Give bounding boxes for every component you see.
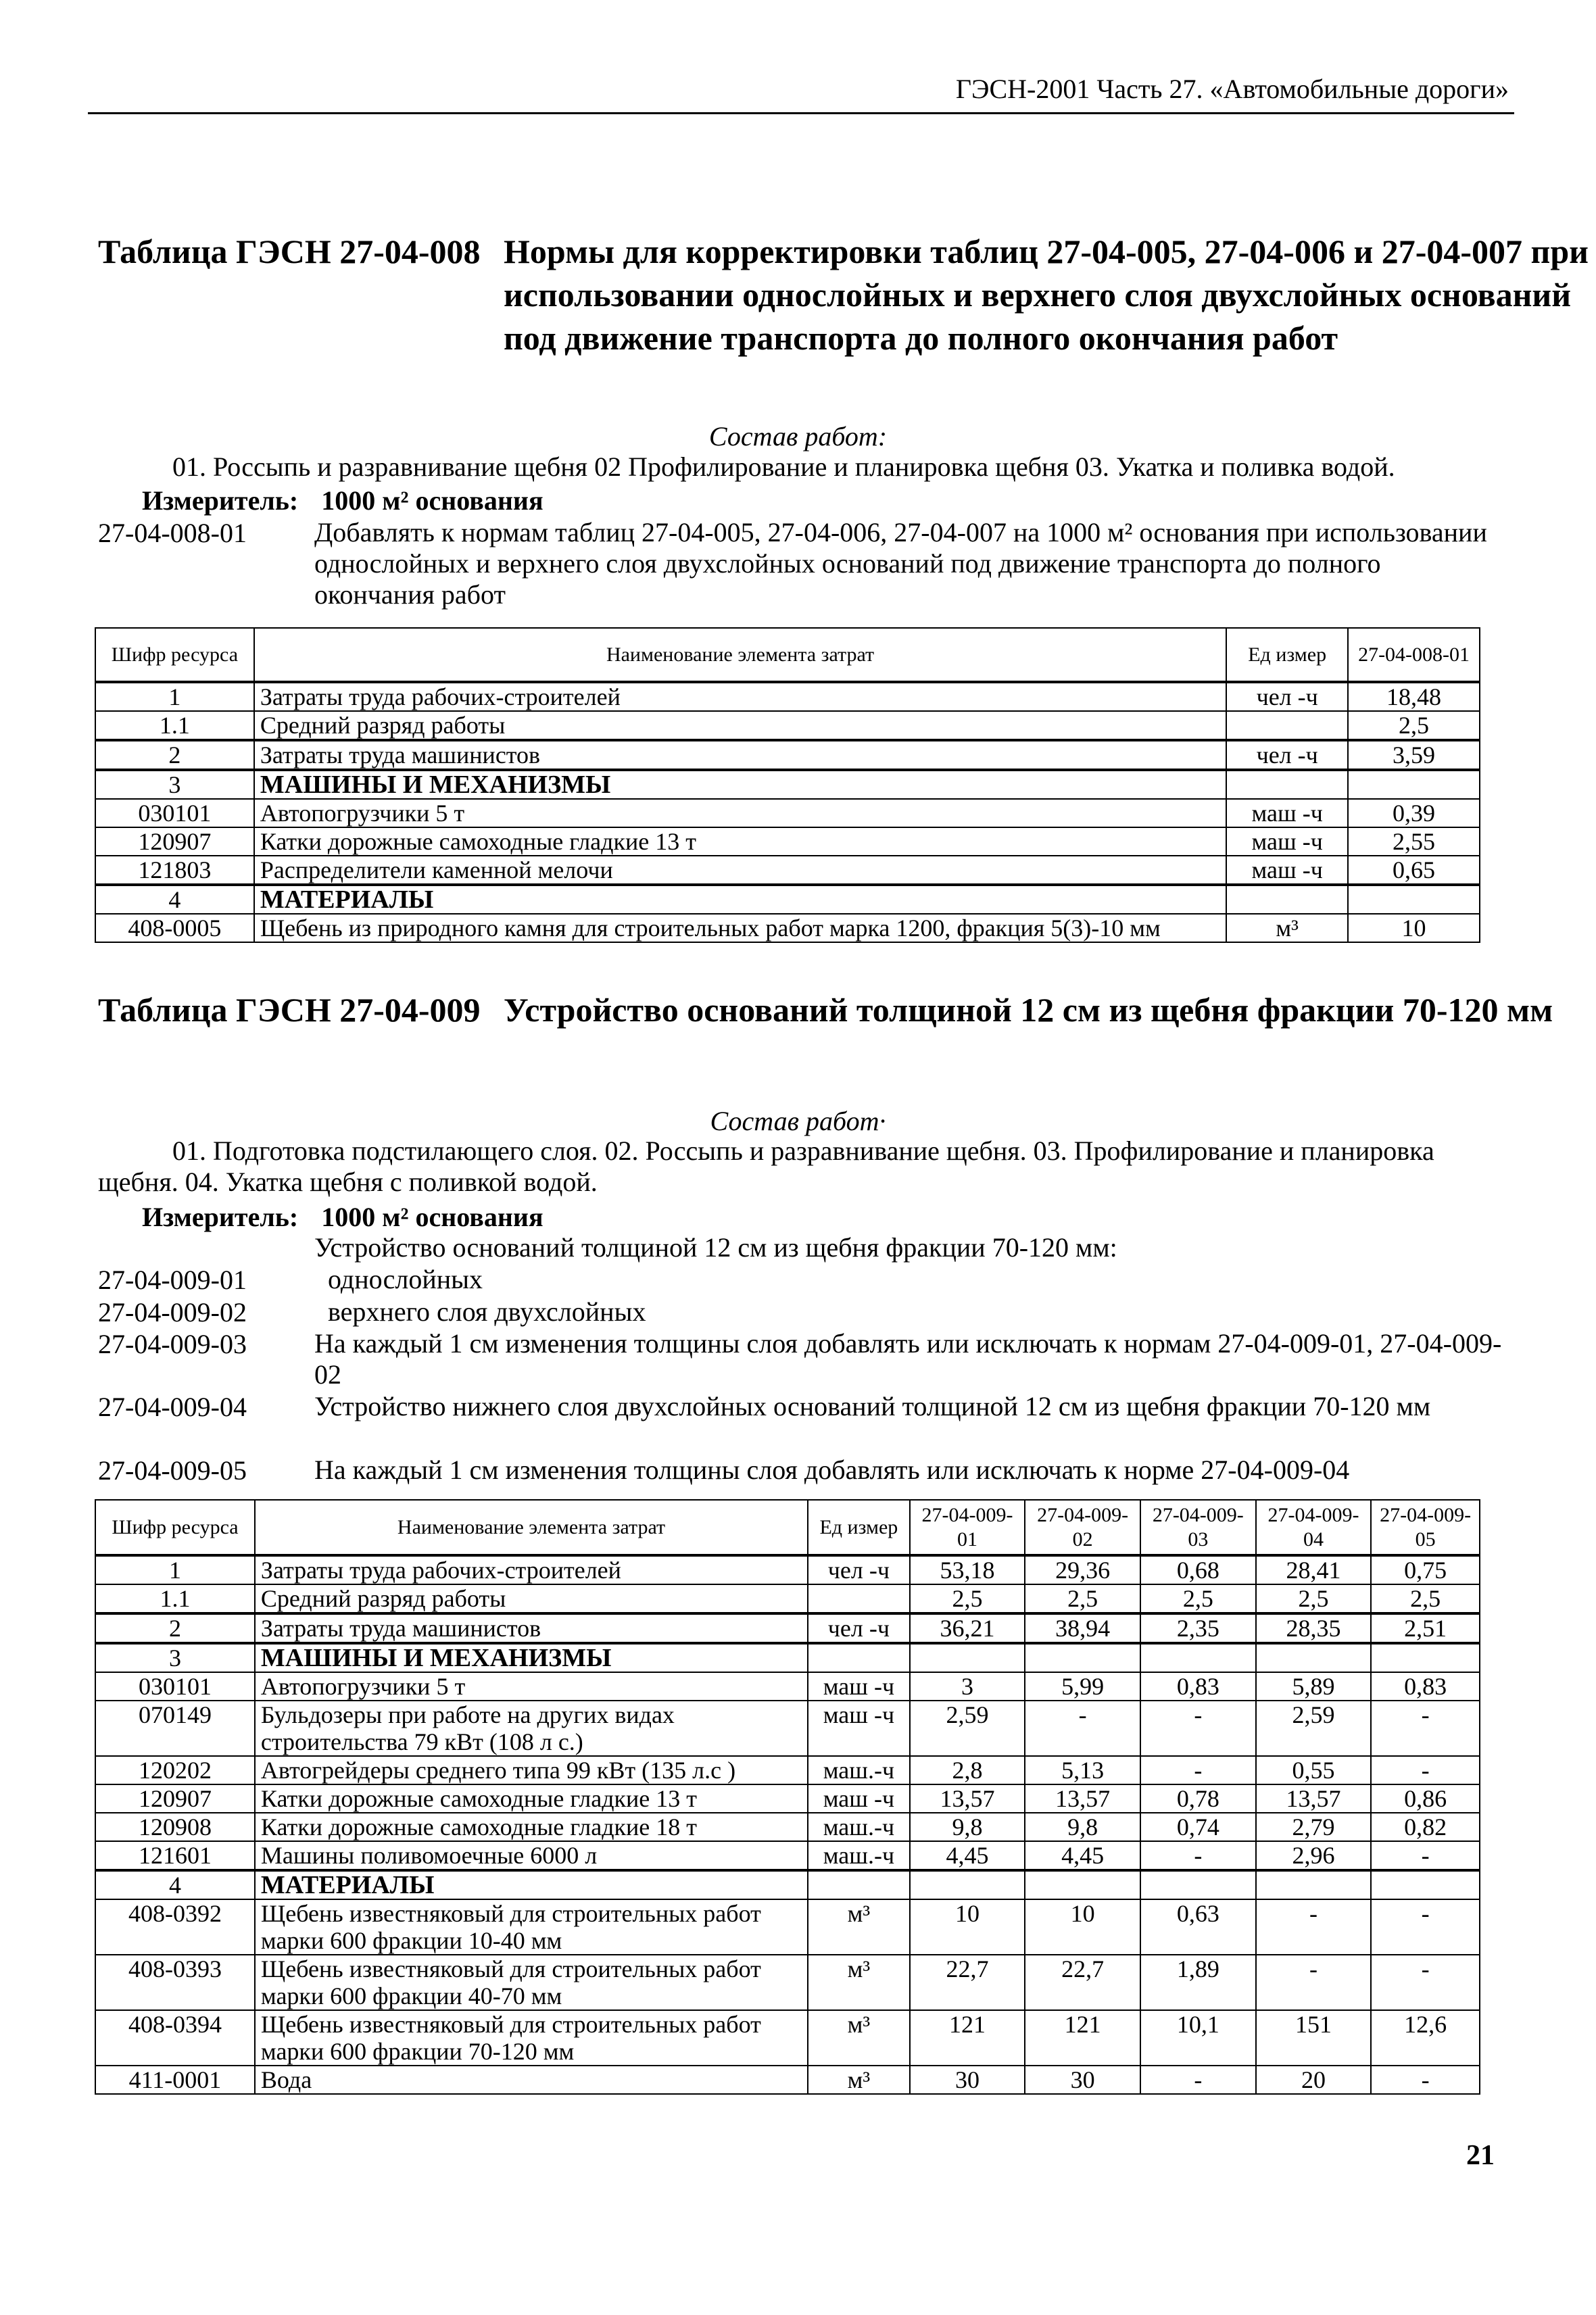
table2-cell: м³ [808,2010,910,2066]
table1-cell: чел -ч [1226,740,1348,770]
table2-cell: 121 [1025,2010,1140,2066]
table1-row [95,740,1480,770]
table1-cell: 121803 [95,856,254,885]
table2-item-text: На каждый 1 см изменения толщины слоя добавлять или исключать к норме 27-04-009-04 [314,1455,1350,1485]
table1-cell: 2,5 [1348,711,1480,740]
table2-cell: 4 [95,1870,255,1899]
table2-cell: 9,8 [1025,1813,1140,1841]
table2-title-label: Таблица ГЭСН 27-04-009 [98,991,481,1029]
table2-cell: 120907 [95,1784,255,1813]
table1-row [95,770,1480,799]
table2-cell: 3 [95,1643,255,1672]
table2-izmeritel [142,1202,543,1233]
table2-item-code: 27-04-009-01 [98,1265,247,1295]
table1-row [95,711,1480,740]
table2-cell: 22,7 [1025,1955,1140,2010]
table2-izmeritel-label: Измеритель: [142,1202,299,1232]
table2-izmeritel-value: 1000 м² основания [321,1202,543,1232]
table2-item-code: 27-04-009-04 [98,1392,247,1422]
table1-cell [1226,770,1348,799]
table2-cell: 070149 [95,1701,255,1756]
table2-cell: маш.-ч [808,1813,910,1841]
table2-cell: - [1256,1955,1372,2010]
table2-row [95,2010,1480,2066]
table2-cell: 030101 [95,1672,255,1701]
table2-cell: - [1371,2066,1480,2094]
table2-cell: 151 [1256,2010,1372,2066]
table2 [95,1499,1480,2095]
table2-row [95,1584,1480,1613]
running-header [88,68,1514,114]
table2-cell: Машины поливомоечные 6000 л [255,1841,808,1870]
table1-cell: Катки дорожные самоходные гладкие 13 т [254,827,1226,856]
table2-cell: 0,83 [1371,1672,1480,1701]
table1-cell: 10 [1348,914,1480,942]
table2-cell: 13,57 [1025,1784,1140,1813]
table2-cell: 2 [95,1613,255,1643]
table2-cell: - [1371,1841,1480,1870]
table1-cell: Автопогрузчики 5 т [254,799,1226,827]
table2-cell [1371,1870,1480,1899]
table1-cell: 18,48 [1348,682,1480,711]
table2-cell: 2,35 [1140,1613,1256,1643]
table1-title-label: Таблица ГЭСН 27-04-008 [98,233,481,270]
table2-cell: Бульдозеры при работе на других видах строительства 79 кВт (108 л с.) [255,1701,808,1756]
table2-item-code: 27-04-009-05 [98,1455,247,1486]
table2-cell [808,1584,910,1613]
table2-cell: 120202 [95,1756,255,1784]
table1-title-text: Нормы для корректировки таблиц 27-04-005, 27-04-006 и 27-04-007 при использовании однослойных и верхнего слоя двухслойных оснований под движение транспорта до полного окончания работ [504,233,1589,357]
table2-cell: Вода [255,2066,808,2094]
table1-cell: 0,65 [1348,856,1480,885]
table2-cell: 22,7 [910,1955,1025,2010]
table1-cell: Затраты труда машинистов [254,740,1226,770]
table2-cell: Автогрейдеры среднего типа 99 кВт (135 л.с ) [255,1756,808,1784]
table1-cell: 408-0005 [95,914,254,942]
table1-row [95,885,1480,914]
table1-item-code: 27-04-008-01 [98,518,247,548]
table2-header-cell: 27-04-009-03 [1140,1500,1256,1555]
table2-cell: - [1371,1955,1480,2010]
table2-cell: 1 [95,1555,255,1584]
table2-item-text: верхнего слоя двухслойных [328,1296,646,1327]
table2-row [95,1784,1480,1813]
table1-cell: м³ [1226,914,1348,942]
table2-item-text: однослойных [328,1264,483,1294]
table1-cell: 120907 [95,827,254,856]
table2-cell: м³ [808,1955,910,2010]
table2-cell: 0,82 [1371,1813,1480,1841]
table2-cell: 2,5 [1371,1584,1480,1613]
table1-row [95,856,1480,885]
table1-row [95,682,1480,711]
table2-row [95,1701,1480,1756]
table2-cell: маш -ч [808,1672,910,1701]
table2-cell: Щебень известняковый для строительных работ марки 600 фракции 10-40 мм [255,1899,808,1955]
table2-cell: маш -ч [808,1701,910,1756]
table2-cell [910,1870,1025,1899]
table1-row [95,799,1480,827]
table1-row [95,914,1480,942]
table2-cell: 5,13 [1025,1756,1140,1784]
table2-cell: 121 [910,2010,1025,2066]
table2-cell: 29,36 [1025,1555,1140,1584]
table2-cell: - [1371,1756,1480,1784]
table1-cell: 3 [95,770,254,799]
table2-cell: 10,1 [1140,2010,1256,2066]
table2-cell: 28,35 [1256,1613,1372,1643]
table2-item-code: 27-04-009-03 [98,1329,247,1359]
table1-cell: маш -ч [1226,856,1348,885]
table1-cell [1226,885,1348,914]
table2-cell: 0,68 [1140,1555,1256,1584]
table1-cell: 1 [95,682,254,711]
table2-cell: 2,5 [910,1584,1025,1613]
table2-cell: 13,57 [1256,1784,1372,1813]
table2-cell: - [1371,1899,1480,1955]
table2-item-code: 27-04-009-02 [98,1297,247,1327]
table2-intro: Устройство оснований толщиной 12 см из щебня фракции 70-120 мм: [314,1232,1117,1263]
table2-cell: 3 [910,1672,1025,1701]
table2-cell: 408-0393 [95,1955,255,2010]
table2-cell: Щебень известняковый для строительных работ марки 600 фракции 70-120 мм [255,2010,808,2066]
table2-cell: - [1140,2066,1256,2094]
table1-header-cell: Ед измер [1226,628,1348,682]
table2-cell: 28,41 [1256,1555,1372,1584]
table2-cell: 2,59 [910,1701,1025,1756]
table2-cell: 0,86 [1371,1784,1480,1813]
table2-cell: 53,18 [910,1555,1025,1584]
table1-cell: МАШИНЫ И МЕХАНИЗМЫ [254,770,1226,799]
table2-cell: 4,45 [1025,1841,1140,1870]
table2-header-cell: 27-04-009-05 [1371,1500,1480,1555]
table2-cell: 9,8 [910,1813,1025,1841]
table2-cell: 0,83 [1140,1672,1256,1701]
table2-cell: 5,89 [1256,1672,1372,1701]
table2-cell: Затраты труда рабочих-строителей [255,1555,808,1584]
table2-item-text: На каждый 1 см изменения толщины слоя добавлять или исключать к нормам 27-04-009-01, 27-04-009-02 [314,1328,1502,1390]
table2-cell: 5,99 [1025,1672,1140,1701]
table2-cell: 2,96 [1256,1841,1372,1870]
table1-izmeritel-value: 1000 м² основания [321,485,543,516]
table1-sostav-label: Состав работ: [708,421,888,452]
table2-cell: 411-0001 [95,2066,255,2094]
table2-cell: - [1140,1701,1256,1756]
table2-cell: 12,6 [1371,2010,1480,2066]
table1-izmeritel [142,485,543,516]
table2-cell: 120908 [95,1813,255,1841]
table2-row [95,1955,1480,2010]
table2-cell [1140,1870,1256,1899]
table1-cell: 030101 [95,799,254,827]
table2-header-cell: Наименование элемента затрат [255,1500,808,1555]
table2-row [95,1756,1480,1784]
table2-cell: Катки дорожные самоходные гладкие 13 т [255,1784,808,1813]
table1-cell: 2,55 [1348,827,1480,856]
table2-cell: 13,57 [910,1784,1025,1813]
table2-row [95,1555,1480,1584]
table2-cell: маш.-ч [808,1756,910,1784]
table2-cell: 2,59 [1256,1701,1372,1756]
table1-cell: 1.1 [95,711,254,740]
table2-cell: 0,55 [1256,1756,1372,1784]
table2-cell [1256,1643,1372,1672]
table2-cell: МАШИНЫ И МЕХАНИЗМЫ [255,1643,808,1672]
table2-cell: - [1025,1701,1140,1756]
table1-header-cell: 27-04-008-01 [1348,628,1480,682]
table2-header-cell: Шифр ресурса [95,1500,255,1555]
table1-sostav-text: 01. Россыпь и разравнивание щебня 02 Профилирование и планировка щебня 03. Укатка и поливка водой. [172,452,1395,482]
page-number: 21 [1466,2140,1495,2171]
table2-cell: 1,89 [1140,1955,1256,2010]
table1-header-row [95,628,1480,682]
table2-cell: МАТЕРИАЛЫ [255,1870,808,1899]
table2-cell: маш -ч [808,1784,910,1813]
table2-row [95,1643,1480,1672]
table1-cell: чел -ч [1226,682,1348,711]
table2-item-text: Устройство нижнего слоя двухслойных оснований толщиной 12 см из щебня фракции 70-120 мм [314,1391,1431,1421]
table1-cell: 4 [95,885,254,914]
table1-row [95,827,1480,856]
table2-cell: чел -ч [808,1555,910,1584]
table2-row [95,1672,1480,1701]
table2-title-text: Устройство оснований толщиной 12 см из щебня фракции 70-120 мм [504,991,1553,1029]
table1-header-cell: Наименование элемента затрат [254,628,1226,682]
table2-cell: Щебень известняковый для строительных работ марки 600 фракции 40-70 мм [255,1955,808,2010]
header-text: ГЭСН-2001 Часть 27. «Автомобильные дороги» [955,74,1509,104]
table1-header-cell: Шифр ресурса [95,628,254,682]
table1-cell: Средний разряд работы [254,711,1226,740]
table1-cell: Затраты труда рабочих-строителей [254,682,1226,711]
table2-cell: Катки дорожные самоходные гладкие 18 т [255,1813,808,1841]
table1-item-text: Добавлять к нормам таблиц 27-04-005, 27-04-006, 27-04-007 на 1000 м² основания при использовании однослойных и верхнего слоя двухслойных оснований под движение транспорта до полного окончания работ [314,517,1487,610]
table1-cell: 3,59 [1348,740,1480,770]
table1-cell: МАТЕРИАЛЫ [254,885,1226,914]
table2-cell: 2,51 [1371,1613,1480,1643]
table2-header-cell: 27-04-009-02 [1025,1500,1140,1555]
table2-header-cell: 27-04-009-04 [1256,1500,1372,1555]
table2-cell [1140,1643,1256,1672]
table2-header-cell: Ед измер [808,1500,910,1555]
table2-cell: 2,5 [1140,1584,1256,1613]
table2-cell: чел -ч [808,1613,910,1643]
table2-cell [1025,1643,1140,1672]
table2-cell: Автопогрузчики 5 т [255,1672,808,1701]
table2-header-row [95,1500,1480,1555]
table1-cell: Распределители каменной мелочи [254,856,1226,885]
table2-cell: 10 [1025,1899,1140,1955]
table2-cell: м³ [808,2066,910,2094]
table2-cell [910,1643,1025,1672]
table2-cell: 0,63 [1140,1899,1256,1955]
table1 [95,627,1480,943]
table2-row [95,1870,1480,1899]
table2-cell: 121601 [95,1841,255,1870]
table1-cell: Щебень из природного камня для строительных работ марка 1200, фракция 5(3)-10 мм [254,914,1226,942]
table1-cell: маш -ч [1226,827,1348,856]
table2-cell: - [1140,1841,1256,1870]
table2-cell: - [1140,1756,1256,1784]
table2-cell: 0,78 [1140,1784,1256,1813]
table1-cell: 2 [95,740,254,770]
table2-cell: 10 [910,1899,1025,1955]
table1-cell [1226,711,1348,740]
table2-cell [1371,1643,1480,1672]
table2-cell: 408-0394 [95,2010,255,2066]
table2-sostav-label: Состав работ· [710,1106,886,1136]
table2-header-cell: 27-04-009-01 [910,1500,1025,1555]
table1-cell: маш -ч [1226,799,1348,827]
table2-cell: 2,5 [1025,1584,1140,1613]
table2-row [95,1613,1480,1643]
table2-cell: 30 [1025,2066,1140,2094]
table2-cell: 0,74 [1140,1813,1256,1841]
table2-cell: маш.-ч [808,1841,910,1870]
table2-cell: 38,94 [1025,1613,1140,1643]
table2-cell: - [1256,1899,1372,1955]
table1-cell [1348,770,1480,799]
table2-cell: 30 [910,2066,1025,2094]
table2-cell: 408-0392 [95,1899,255,1955]
table2-cell: 2,8 [910,1756,1025,1784]
table2-cell [808,1643,910,1672]
table2-cell: 2,5 [1256,1584,1372,1613]
table2-cell: 36,21 [910,1613,1025,1643]
table2-row [95,2066,1480,2094]
table2-cell [1025,1870,1140,1899]
table2-cell [1256,1870,1372,1899]
table2-cell: 1.1 [95,1584,255,1613]
table2-cell [808,1870,910,1899]
table2-cell: Затраты труда машинистов [255,1613,808,1643]
table2-cell: 0,75 [1371,1555,1480,1584]
table2-cell: 20 [1256,2066,1372,2094]
table2-cell: 2,79 [1256,1813,1372,1841]
table2-cell: 4,45 [910,1841,1025,1870]
table2-row [95,1841,1480,1870]
table2-cell: Средний разряд работы [255,1584,808,1613]
table1-cell [1348,885,1480,914]
table2-row [95,1813,1480,1841]
table1-izmeritel-label: Измеритель: [142,485,299,516]
table1-cell: 0,39 [1348,799,1480,827]
table2-sostav-text: 01. Подготовка подстилающего слоя. 02. Россыпь и разравнивание щебня. 03. Профилирование и планировка щебня. 04. Укатка щебня с поливкой водой. [98,1136,1434,1197]
table2-row [95,1899,1480,1955]
table2-cell: м³ [808,1899,910,1955]
table2-cell: - [1371,1701,1480,1756]
